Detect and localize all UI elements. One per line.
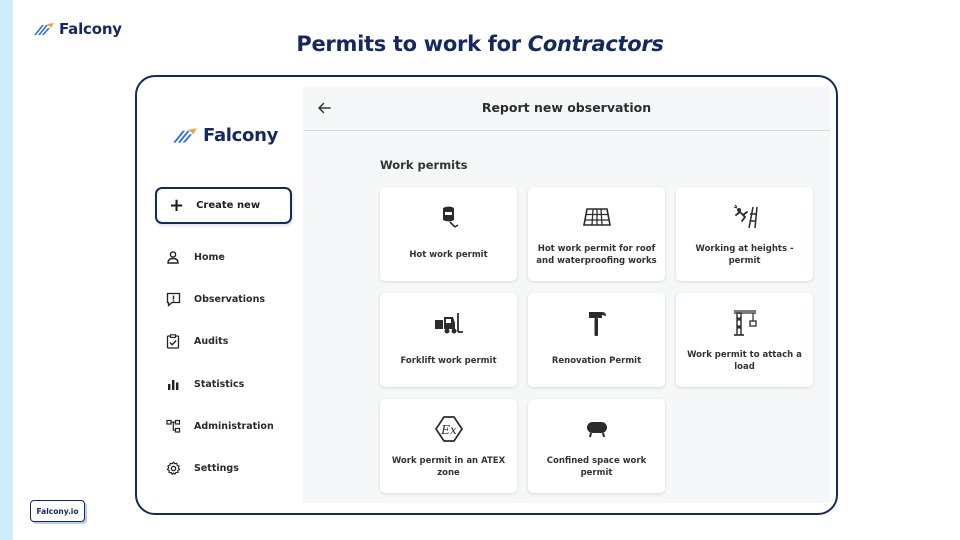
permit-card-label: Forklift work permit (400, 355, 497, 366)
panel-header-title: Report new observation (481, 100, 652, 115)
create-new-button[interactable] (155, 187, 292, 224)
user-icon (165, 249, 181, 265)
permit-card-hot-work[interactable] (380, 187, 517, 281)
permit-card-label: Hot work permit (409, 249, 488, 260)
sidebar-item-audits[interactable] (165, 331, 295, 351)
permit-card-confined-space[interactable] (528, 399, 665, 493)
sidebar-item-home[interactable] (165, 247, 295, 267)
clipboard-check-icon (165, 333, 181, 349)
sidebar-item-label: Audits (194, 335, 229, 347)
sidebar-item-administration[interactable] (165, 416, 295, 436)
atex-icon (380, 415, 517, 443)
bar-chart-icon (165, 376, 181, 392)
left-accent-strip (0, 0, 13, 540)
svg-text:Ex: Ex (440, 423, 457, 437)
observation-icon (165, 291, 181, 307)
main-panel (303, 87, 830, 503)
sidebar-item-label: Home (194, 251, 225, 263)
permit-card-atex[interactable] (380, 399, 517, 493)
roof-tiles-icon (528, 203, 665, 231)
permit-card-roof-works[interactable] (528, 187, 665, 281)
permit-card-label: Hot work permit for roof and waterproofing works (536, 243, 657, 266)
app-logo[interactable] (172, 125, 278, 146)
sidebar-item-settings[interactable] (165, 458, 295, 478)
welder-mask-icon (380, 203, 517, 231)
permit-card-label: Work permit to attach a load (687, 349, 802, 372)
app-window (135, 75, 838, 515)
app-logo-text: Falcony (203, 125, 279, 146)
hammer-icon (528, 309, 665, 337)
tank-icon (528, 415, 665, 443)
sidebar-item-label: Observations (194, 293, 266, 305)
permit-card-label: Renovation Permit (551, 355, 642, 366)
sidebar-item-observations[interactable] (165, 289, 295, 309)
footer-website-badge[interactable]: Falcony.io (30, 500, 85, 522)
falcony-logo-icon (172, 127, 198, 144)
section-title: Work permits (380, 158, 468, 172)
permit-card-working-at-heights[interactable] (676, 187, 813, 281)
page-title-main: Permits to work for (296, 32, 528, 56)
permit-card-attach-load[interactable] (676, 293, 813, 387)
permit-card-label: Working at heights - permit (695, 243, 794, 266)
page-logo-text: Falcony (59, 20, 122, 38)
plus-icon: + (169, 194, 185, 216)
page-title (0, 32, 960, 56)
sidebar-item-statistics[interactable] (165, 374, 295, 394)
page-title-accent: Contractors (527, 32, 664, 56)
sidebar-item-label: Administration (194, 420, 274, 432)
permit-card-label: Confined space work permit (546, 455, 647, 478)
sidebar-item-label: Statistics (194, 378, 245, 390)
permit-card-renovation[interactable] (528, 293, 665, 387)
sidebar-item-label: Settings (194, 462, 239, 474)
crane-icon (676, 309, 813, 337)
create-new-label: Create new (196, 200, 261, 211)
forklift-icon (380, 309, 517, 337)
hierarchy-icon (165, 418, 181, 434)
permit-card-label: Work permit in an ATEX zone (391, 455, 506, 478)
panel-header (303, 87, 830, 131)
permit-card-forklift[interactable] (380, 293, 517, 387)
fall-hazard-icon (676, 203, 813, 231)
gear-icon (165, 460, 181, 476)
